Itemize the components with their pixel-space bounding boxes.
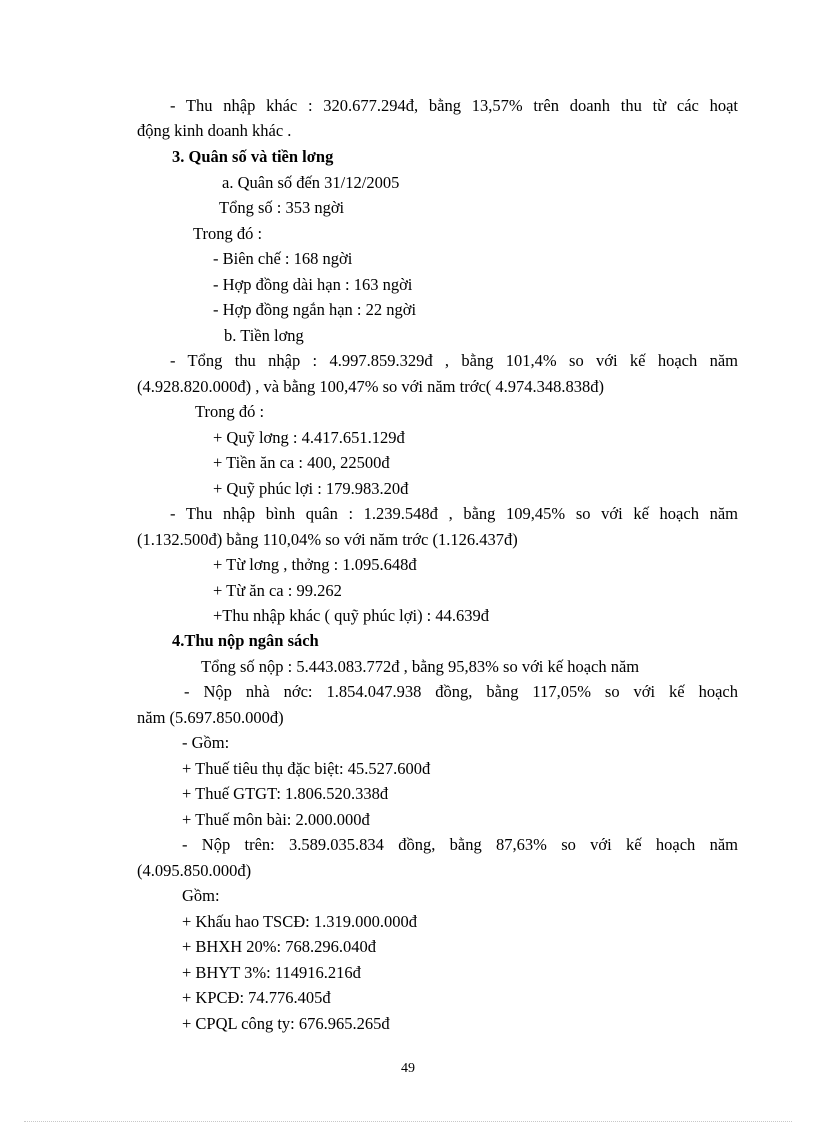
page-number: 49 xyxy=(401,1061,415,1076)
paragraph-average-income-line1: - Thu nhập bình quân : 1.239.548đ , bằng 109,45% so với kế hoạch năm xyxy=(170,504,738,523)
paragraph-upper-payment-line1: - Nộp trên: 3.589.035.834 đồng, bằng 87,63% so với kế hoạch năm xyxy=(182,835,738,854)
list-item-other-income: +Thu nhập khác ( quỹ phúc lợi) : 44.639đ xyxy=(213,606,490,625)
list-item-special-consumption-tax: + Thuế tiêu thụ đặc biệt: 45.527.600đ xyxy=(182,759,431,778)
paragraph-total-income-line2: (4.928.820.000đ) , và bằng 100,47% so với năm trớc( 4.974.348.838đ) xyxy=(137,377,605,396)
paragraph-average-income-line2: (1.132.500đ) bằng 110,04% so với năm trớc (1.126.437đ) xyxy=(137,530,518,549)
list-item-meal-allowance: + Tiền ăn ca : 400, 22500đ xyxy=(213,453,390,472)
paragraph-state-payment-line1: - Nộp nhà nớc: 1.854.047.938 đồng, bằng 117,05% so với kế hoạch xyxy=(184,682,738,701)
list-item-short-term-contract: - Hợp đồng ngắn hạn : 22 ngời xyxy=(213,300,417,319)
list-item-social-insurance: + BHXH 20%: 768.296.040đ xyxy=(182,937,377,956)
list-item-depreciation: + Khấu hao TSCĐ: 1.319.000.000đ xyxy=(182,912,417,931)
paragraph-state-payment-line2: năm (5.697.850.000đ) xyxy=(137,708,284,727)
list-item-long-term-contract: - Hợp đồng dài hạn : 163 ngời xyxy=(213,275,413,294)
includes-label-1: - Gồm: xyxy=(182,733,230,752)
includes-label-2: Gồm: xyxy=(182,886,220,905)
section-heading-3: 3. Quân số và tiền lơng xyxy=(172,147,334,166)
total-paid: Tổng số nộp : 5.443.083.772đ , bằng 95,83% so với kế hoạch năm xyxy=(201,657,640,676)
list-item-license-tax: + Thuế môn bài: 2.000.000đ xyxy=(182,810,370,829)
paragraph-total-income-line1: - Tổng thu nhập : 4.997.859.329đ , bằng 101,4% so với kế hoạch năm xyxy=(170,351,738,370)
subheading-b: b. Tiền lơng xyxy=(224,326,304,345)
list-item-from-salary-bonus: + Từ lơng , thởng : 1.095.648đ xyxy=(213,555,417,574)
list-item-permanent-staff: - Biên chế : 168 ngời xyxy=(213,249,353,268)
list-item-salary-fund: + Quỹ lơng : 4.417.651.129đ xyxy=(213,428,405,447)
section-heading-4: 4.Thu nộp ngân sách xyxy=(172,631,319,650)
list-item-from-meal: + Từ ăn ca : 99.262 xyxy=(213,581,342,600)
list-item-union-fee: + KPCĐ: 74.776.405đ xyxy=(182,988,331,1007)
list-item-welfare-fund: + Quỹ phúc lợi : 179.983.20đ xyxy=(213,479,409,498)
in-which-label-1: Trong đó : xyxy=(193,224,263,243)
list-item-company-management-cost: + CPQL công ty: 676.965.265đ xyxy=(182,1014,390,1033)
total-staff: Tổng số : 353 ngời xyxy=(219,198,345,217)
subheading-a: a. Quân số đến 31/12/2005 xyxy=(222,173,400,192)
page-bottom-divider xyxy=(24,1121,792,1122)
in-which-label-2: Trong đó : xyxy=(195,402,265,421)
list-item-health-insurance: + BHYT 3%: 114916.216đ xyxy=(182,963,361,982)
list-item-vat: + Thuế GTGT: 1.806.520.338đ xyxy=(182,784,389,803)
paragraph-upper-payment-line2: (4.095.850.000đ) xyxy=(137,861,252,880)
paragraph-other-income-line2: động kinh doanh khác . xyxy=(137,121,292,140)
paragraph-other-income-line1: - Thu nhập khác : 320.677.294đ, bằng 13,57% trên doanh thu từ các hoạt xyxy=(170,96,738,115)
